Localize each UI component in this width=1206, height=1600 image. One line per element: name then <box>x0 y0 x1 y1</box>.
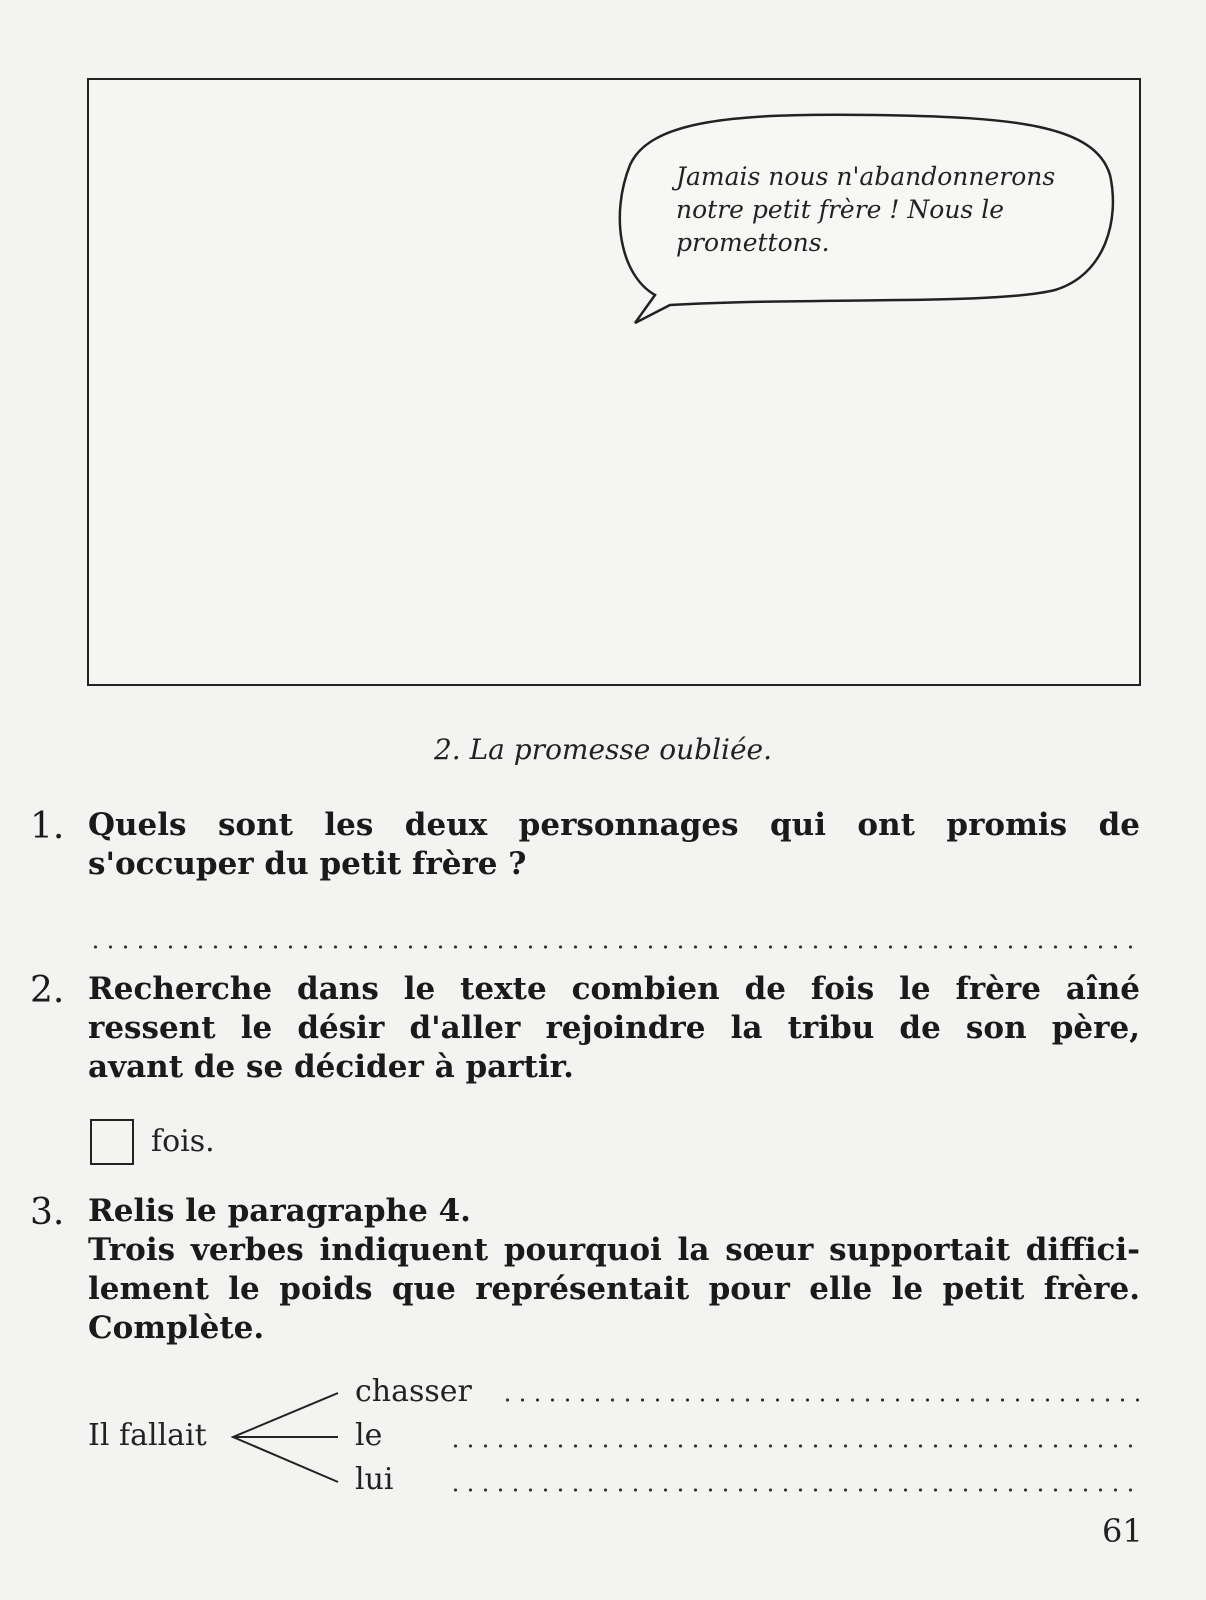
bubble-line: promettons. <box>676 228 830 257</box>
stem-text: Il fallait <box>88 1418 207 1453</box>
answer-box[interactable] <box>90 1119 134 1165</box>
question-line: lement le poids que représentait pour elle le petit frère. <box>88 1271 1140 1307</box>
question-number: 3. <box>30 1192 65 1233</box>
question-1-text <box>88 806 1140 884</box>
answer-line-lui[interactable] <box>448 1488 1140 1492</box>
question-number: 1. <box>30 806 65 847</box>
question-line: Complète. <box>88 1310 265 1346</box>
answer-line-chasser[interactable] <box>500 1398 1140 1402</box>
bubble-line: notre petit frère ! Nous le <box>676 195 1005 224</box>
speech-bubble-text <box>676 160 1116 259</box>
branch-word: le <box>355 1418 383 1453</box>
question-line: Trois verbes indiquent pourquoi la sœur supportait diffici- <box>88 1232 1140 1268</box>
branch-word: lui <box>355 1462 394 1497</box>
bubble-line: Jamais nous n'abandonnerons <box>676 162 1056 191</box>
question-line: Quels sont les deux personnages qui ont promis de <box>88 807 1140 843</box>
branch-lines <box>228 1385 343 1495</box>
branch-word: chasser <box>355 1374 472 1409</box>
page-number: 61 <box>1102 1512 1143 1550</box>
question-number: 2. <box>30 970 65 1011</box>
illustration-caption: 2. La promesse oubliée. <box>433 733 773 766</box>
question-line: ressent le désir d'aller rejoindre la tribu de son père, <box>88 1010 1140 1046</box>
answer-line-le[interactable] <box>448 1444 1140 1448</box>
answer-line-1[interactable] <box>88 945 1140 949</box>
question-line: s'occuper du petit frère ? <box>88 846 527 882</box>
question-3-text <box>88 1192 1140 1348</box>
answer-suffix: fois. <box>151 1124 215 1159</box>
question-line: Recherche dans le texte combien de fois le frère aîné <box>88 971 1140 1007</box>
question-line: Relis le paragraphe 4. <box>88 1193 471 1229</box>
question-2-text <box>88 970 1140 1087</box>
question-line: avant de se décider à partir. <box>88 1049 574 1085</box>
